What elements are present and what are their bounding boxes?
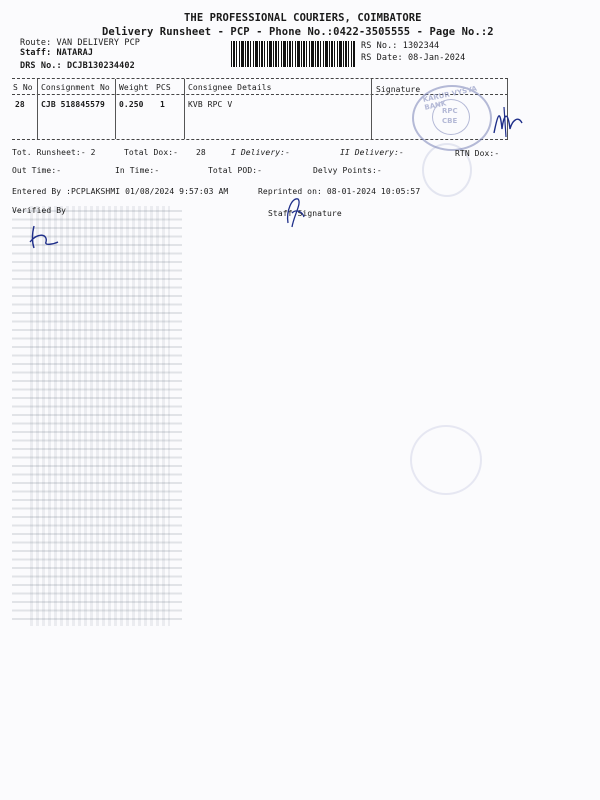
col-consignee: Consignee Details (188, 83, 272, 92)
signature-mark (490, 103, 526, 141)
stamp-bleed (410, 425, 482, 495)
staff-label: Staff: NATARAJ (20, 48, 94, 58)
bank-stamp: KARUR VYSYA BANK RPC CBE (412, 85, 492, 151)
row-pcs: 1 (160, 100, 165, 109)
ii-delivery: II Delivery:- (340, 148, 404, 157)
drs-number: DRS No.: DCJB130234402 (20, 61, 135, 71)
rtn-dox: RTN Dox:- (455, 149, 500, 158)
out-time: Out Time:- (12, 166, 62, 175)
col-sno: S No (13, 83, 33, 92)
row-consignee: KVB RPC V (188, 100, 233, 109)
col-weight: Weight (119, 83, 149, 92)
runsheet-title: Delivery Runsheet - PCP - Phone No.:0422-3505555 - Page No.:2 (102, 26, 494, 38)
col-signature: Signature (376, 85, 421, 94)
row-consignment: CJB 518845579 (41, 100, 105, 109)
col-consignment: Consignment No (41, 83, 110, 92)
total-pod: Total POD:- (208, 166, 263, 175)
col-sep (115, 79, 116, 139)
delvy-points: Delvy Points:- (313, 166, 382, 175)
verified-by: Verified By (12, 206, 67, 215)
total-dox-label: Total Dox:- (124, 148, 179, 157)
rs-date: RS Date: 08-Jan-2024 (361, 53, 466, 63)
bleed-through-columns (30, 206, 170, 626)
verified-signature-mark (26, 222, 60, 250)
tot-runsheet: Tot. Runsheet:- 2 (12, 148, 96, 157)
staff-signature: Staff Signature (268, 209, 342, 218)
row-sno: 28 (15, 100, 25, 109)
rs-number: RS No.: 1302344 (361, 41, 440, 51)
staff-signature-mark (282, 193, 308, 229)
row-weight: 0.250 (119, 100, 144, 109)
table-top-rule (12, 78, 508, 79)
in-time: In Time:- (115, 166, 160, 175)
col-sep (37, 79, 38, 139)
barcode-image (231, 41, 355, 67)
col-sep (184, 79, 185, 139)
total-dox-value: 28 (196, 148, 206, 157)
entered-by: Entered By :PCPLAKSHMI 01/08/2024 9:57:03 AM (12, 187, 229, 196)
i-delivery: I Delivery:- (231, 148, 290, 157)
route-label: Route: VAN DELIVERY PCP (20, 38, 141, 48)
col-pcs: PCS (156, 83, 171, 92)
reprinted-on: Reprinted on: 08-01-2024 10:05:57 (258, 187, 421, 196)
col-sep (371, 79, 372, 139)
company-name: THE PROFESSIONAL COURIERS, COIMBATORE (184, 12, 422, 24)
